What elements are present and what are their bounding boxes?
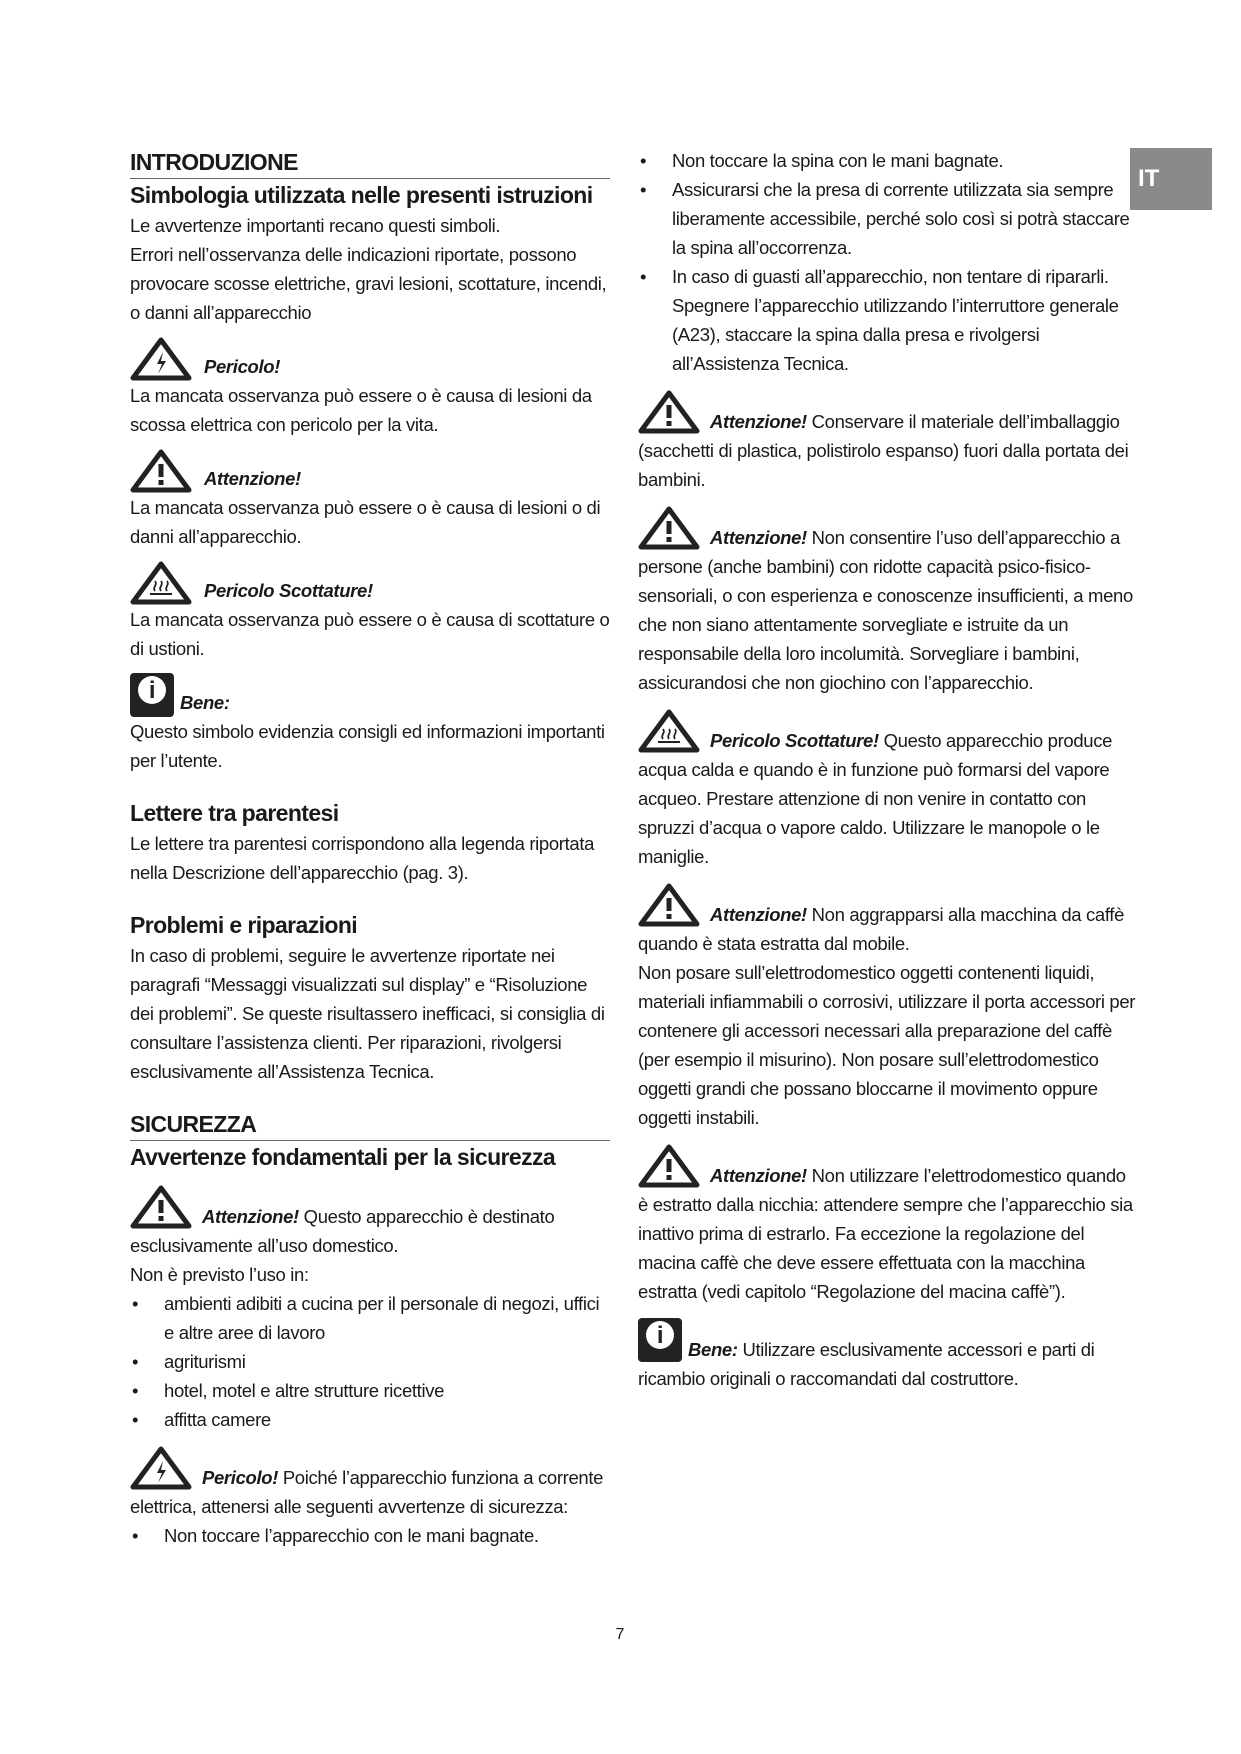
- warning-text: Non utilizzare l’elettrodomestico quando è estratto dalla nicchia: attendere sempre che l’apparecchio sia inattivo prima di estrarlo. Fa eccezione la regolazione del macina caffè che deve essere effettuata con la macchina estratta (vedi capitolo “Regolazione del macina caffè”).: [638, 1165, 1133, 1302]
- paragraph: La mancata osservanza può essere o è causa di lesioni o di danni all’apparecchio.: [130, 497, 601, 547]
- safety-list: [130, 1521, 610, 1550]
- left-column: [130, 146, 610, 1550]
- list-item: • affitta camere: [130, 1405, 610, 1434]
- warning-heading: [130, 451, 610, 493]
- electric-hazard-icon: [130, 337, 192, 381]
- section-title-introduzione: INTRODUZIONE: [130, 146, 610, 179]
- warning-text: Questo apparecchio produce acqua calda e quando è in funzione può formarsi del vapore acqueo. Prestare attenzione di non venire in contatto con spruzzi d’acqua o vapore caldo. Utilizzare le manopole o le maniglie.: [638, 730, 1113, 867]
- list-item: • ambienti adibiti a cucina per il personale di negozi, uffici e altre aree di lavoro: [130, 1289, 610, 1347]
- notabene-label: Bene:: [688, 1339, 738, 1360]
- warning-heading: [130, 563, 610, 605]
- warning-label: Attenzione!: [710, 1165, 807, 1186]
- list-item: • In caso di guasti all’apparecchio, non tentare di ripararli. Spegnere l’apparecchio utilizzando l’interruttore generale (A23), staccare la spina dalla presa e rivolgersi all’Assistenza Tecnica.: [638, 262, 1138, 378]
- warning-label: Attenzione!: [710, 527, 807, 548]
- warning-triangle-icon: [638, 883, 700, 927]
- warning-paragraph: [130, 1446, 610, 1521]
- list-item: • agriturismi: [130, 1347, 610, 1376]
- paragraph: Le lettere tra parentesi corrispondono alla legenda riportata nella Descrizione dell’apparecchio (pag. 3).: [130, 833, 595, 883]
- warning-paragraph: [638, 1144, 1138, 1306]
- warning-triangle-icon: [638, 390, 700, 434]
- list-item: • Assicurarsi che la presa di corrente utilizzata sia sempre liberamente accessibile, perché solo così si potrà staccare la spina all’occorrenza.: [638, 175, 1138, 262]
- warning-heading: [130, 339, 610, 381]
- safety-list-continued: [638, 146, 1138, 378]
- not-intended-list: [130, 1289, 610, 1434]
- warning-text: Non aggrapparsi alla macchina da caffè quando è stata estratta dal mobile.: [638, 904, 1125, 954]
- warning-triangle-icon: [130, 1185, 192, 1229]
- warning-text: Non consentire l’uso dell’apparecchio a persone (anche bambini) con ridotte capacità psico-fisico-sensoriali, o con esperienza e conoscenze insufficienti, a meno che non siano attentamente sorvegliate e istruite da un responsabile della loro incolumità. Sorvegliare i bambini, assicurandosi che non giochino con l’apparecchio.: [638, 527, 1133, 693]
- list-item: • hotel, motel e altre strutture ricettive: [130, 1376, 610, 1405]
- notabene-label: Bene:: [180, 692, 230, 713]
- warning-triangle-icon: [638, 506, 700, 550]
- electric-hazard-icon: [130, 1446, 192, 1490]
- info-icon: i: [638, 1318, 682, 1362]
- warning-paragraph: [638, 709, 1138, 871]
- paragraph: Le avvertenze importanti recano questi simboli.: [130, 215, 501, 236]
- page-number: 7: [615, 1626, 625, 1643]
- list-item: • Non toccare l’apparecchio con le mani bagnate.: [130, 1521, 610, 1550]
- right-column: [638, 146, 1138, 1393]
- paragraph: Non posare sull’elettrodomestico oggetti contenenti liquidi, materiali infiammabili o corrosivi, utilizzare il porta accessori per contenere gli accessori necessari alla preparazione del caffè (per esempio il misurino). Non posare sull’elettrodomestico oggetti grandi che possano bloccarne il movimento oppure oggetti instabili.: [638, 962, 1136, 1128]
- language-tab: IT: [1130, 148, 1212, 210]
- warning-text: Questo apparecchio è destinato esclusivamente all’uso domestico.: [130, 1206, 555, 1256]
- subsection-title-lettere: Lettere tra parentesi: [130, 800, 339, 826]
- paragraph: Non è previsto l’uso in:: [130, 1264, 309, 1285]
- warning-paragraph: [638, 883, 1138, 958]
- hot-surface-icon: [130, 561, 192, 605]
- warning-label: Pericolo!: [202, 1467, 279, 1488]
- warning-text: Poiché l’apparecchio funziona a corrente elettrica, attenersi alle seguenti avvertenze di sicurezza:: [130, 1467, 604, 1517]
- notabene-paragraph: [638, 1318, 1138, 1393]
- subsection-title-simbologia: Simbologia utilizzata nelle presenti istruzioni: [130, 182, 593, 208]
- warning-paragraph: [638, 390, 1138, 494]
- hot-surface-icon: [638, 709, 700, 753]
- paragraph: Questo simbolo evidenzia consigli ed informazioni importanti per l’utente.: [130, 721, 605, 771]
- warning-label: Attenzione!: [202, 1206, 299, 1227]
- notabene-text: Utilizzare esclusivamente accessori e parti di ricambio originali o raccomandati dal costruttore.: [638, 1339, 1095, 1389]
- warning-text: Conservare il materiale dell’imballaggio (sacchetti di plastica, polistirolo espanso) fuori dalla portata dei bambini.: [638, 411, 1129, 490]
- subsection-title-problemi: Problemi e riparazioni: [130, 912, 358, 938]
- warning-label: Pericolo Scottature!: [204, 580, 373, 601]
- subsection-title-avvertenze: Avvertenze fondamentali per la sicurezza: [130, 1144, 556, 1170]
- section-title-sicurezza: SICUREZZA: [130, 1108, 610, 1141]
- warning-label: Attenzione!: [710, 904, 807, 925]
- paragraph: Errori nell’osservanza delle indicazioni riportate, possono provocare scosse elettriche, gravi lesioni, scottature, incendi, o danni all’apparecchio: [130, 244, 607, 323]
- paragraph: La mancata osservanza può essere o è causa di scottature o di ustioni.: [130, 609, 610, 659]
- warning-label: Attenzione!: [204, 468, 301, 489]
- warning-paragraph: [130, 1185, 610, 1260]
- warning-heading: [130, 675, 610, 717]
- warning-label: Pericolo Scottature!: [710, 730, 879, 751]
- info-icon: i: [130, 673, 174, 717]
- warning-paragraph: [638, 506, 1138, 697]
- warning-triangle-icon: [638, 1144, 700, 1188]
- list-item: • Non toccare la spina con le mani bagnate.: [638, 146, 1138, 175]
- paragraph: La mancata osservanza può essere o è causa di lesioni da scossa elettrica con pericolo per la vita.: [130, 385, 592, 435]
- warning-label: Attenzione!: [710, 411, 807, 432]
- paragraph: In caso di problemi, seguire le avvertenze riportate nei paragrafi “Messaggi visualizzati sul display” e “Risoluzione dei problemi”. Se queste risultassero inefficaci, si consiglia di consultare l’assistenza clienti. Per riparazioni, rivolgersi esclusivamente all’Assistenza Tecnica.: [130, 945, 605, 1082]
- warning-label: Pericolo!: [204, 356, 281, 377]
- warning-triangle-icon: [130, 449, 192, 493]
